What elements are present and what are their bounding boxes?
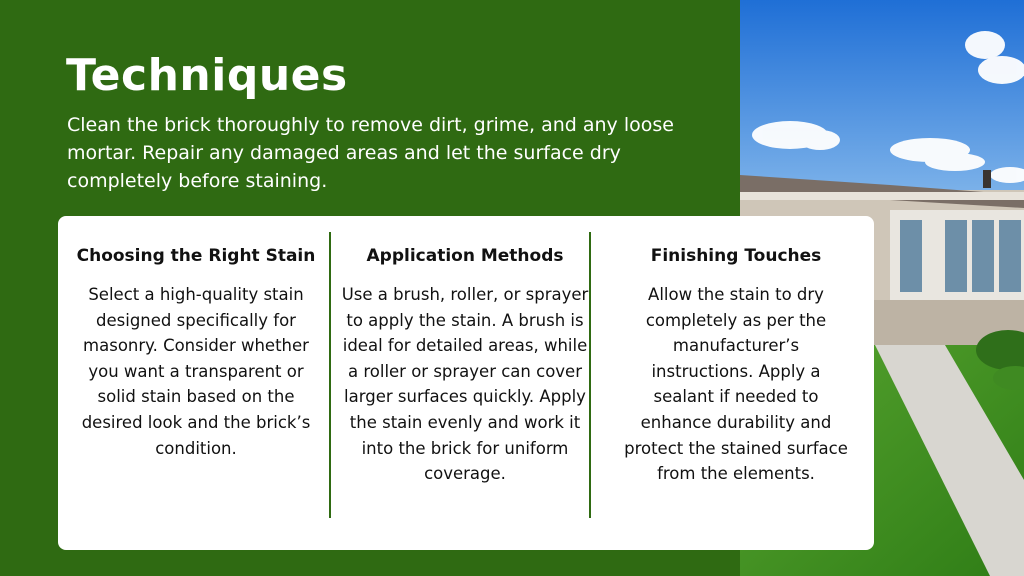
column-heading: Choosing the Right Stain [76, 246, 316, 266]
column-divider [589, 232, 591, 518]
page-title: Techniques [66, 50, 348, 101]
column-divider [329, 232, 331, 518]
column-body: Use a brush, roller, or sprayer to apply the stain. A brush is ideal for detailed areas, while a roller or sprayer can cover larger surfaces quickly. Apply the stain evenly and work it into the brick for uniform coverage. [341, 285, 589, 484]
column-body: Allow the stain to dry completely as per the manufacturer’s instructions. Apply a sealant if needed to enhance durability and protect the stained surface from the elements. [624, 285, 848, 484]
column-heading: Application Methods [366, 246, 564, 266]
column-body: Select a high-quality stain designed specifically for masonry. Consider whether you want a transparent or solid stain based on the desired look and the brick’s condition. [81, 285, 311, 458]
column-application-methods [340, 216, 590, 550]
techniques-card [58, 216, 874, 550]
column-choosing-stain [72, 216, 320, 550]
column-heading: Finishing Touches [650, 246, 822, 266]
page-subtitle: Clean the brick thoroughly to remove dirt, grime, and any loose mortar. Repair any damaged areas and let the surface dry completely before staining. [67, 114, 674, 192]
column-finishing-touches [624, 216, 848, 550]
